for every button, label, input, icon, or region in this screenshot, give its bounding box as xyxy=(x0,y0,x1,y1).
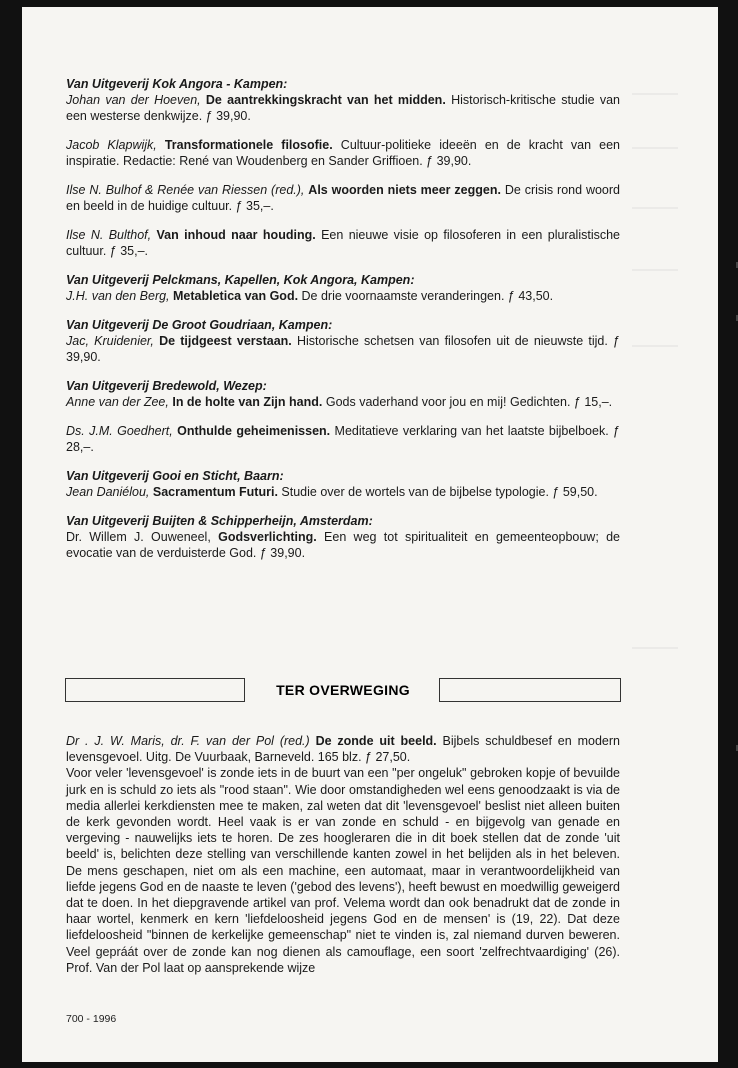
book-entry xyxy=(66,529,620,561)
book-description: Historische schetsen van filosofen uit de nieuwste tijd. ƒ 39,90. xyxy=(66,334,620,364)
publisher-heading: Van Uitgeverij Buijten & Schipperheijn, Amsterdam: xyxy=(66,514,373,528)
page-number: 700 - 1996 xyxy=(66,1013,117,1025)
publisher-heading: Van Uitgeverij De Groot Goudriaan, Kampen: xyxy=(66,318,333,332)
book-author: Jac, Kruidenier, xyxy=(66,334,154,348)
book-entry xyxy=(66,333,620,365)
book-description: Een nieuwe visie op filosoferen in een pluralistische cultuur. ƒ 35,–. xyxy=(66,228,620,258)
bleed-through-line xyxy=(632,269,678,271)
book-title: In de holte van Zijn hand. xyxy=(172,395,323,409)
book-author: Ds. J.M. Goedhert, xyxy=(66,424,173,438)
book-title: Als woorden niets meer zeggen. xyxy=(308,183,501,197)
book-author: Jean Daniélou, xyxy=(66,485,150,499)
book-title: Transformationele filosofie. xyxy=(164,138,333,152)
section-title: TER OVERWEGING xyxy=(276,682,410,698)
book-entry xyxy=(66,137,620,169)
book-description: De drie voornaamste veranderingen. ƒ 43,50. xyxy=(301,289,554,303)
book-entry xyxy=(66,227,620,259)
publisher-heading: Van Uitgeverij Bredewold, Wezep: xyxy=(66,379,267,393)
book-entry xyxy=(66,182,620,214)
book-entry xyxy=(66,288,620,304)
bleed-through-line xyxy=(632,647,678,649)
book-author: Jacob Klapwijk, xyxy=(66,138,157,152)
section-divider xyxy=(65,678,621,708)
book-author: Ilse N. Bulthof, xyxy=(66,228,152,242)
review-article xyxy=(66,733,620,976)
publisher-heading: Van Uitgeverij Gooi en Sticht, Baarn: xyxy=(66,469,284,483)
review-title: De zonde uit beeld. xyxy=(315,734,437,748)
book-description: Meditatieve verklaring van het laatste bijbelboek. ƒ 28,–. xyxy=(66,424,620,454)
book-title: De tijdgeest verstaan. xyxy=(159,334,292,348)
review-lead: Bijbels schuldbesef en modern levensgevoel. Uitg. De Vuurbaak, Barneveld. 165 blz. ƒ 27,50. xyxy=(66,734,620,765)
publisher-heading: Van Uitgeverij Pelckmans, Kapellen, Kok Angora, Kampen: xyxy=(66,273,415,287)
bleed-through-line xyxy=(632,207,678,209)
book-description: Cultuur-politieke ideeën en de kracht van een inspiratie. Redactie: René van Woudenberg en Sander Griffioen. ƒ 39,90. xyxy=(66,138,620,168)
book-author: Anne van der Zee, xyxy=(66,395,169,409)
book-title: Godsverlichting. xyxy=(218,530,317,544)
book-author: J.H. van den Berg, xyxy=(66,289,170,303)
book-listings xyxy=(66,76,620,574)
bleed-through-line xyxy=(632,93,678,95)
book-author: Dr. Willem J. Ouweneel, xyxy=(66,530,211,544)
book-author: Ilse N. Bulhof & Renée van Riessen (red.), xyxy=(66,183,305,197)
divider-box-left xyxy=(65,678,245,702)
book-description: Historisch-kritische studie van een westerse denkwijze. ƒ 39,90. xyxy=(66,93,620,123)
book-title: De aantrekkingskracht van het midden. xyxy=(205,93,446,107)
book-title: Metabletica van God. xyxy=(173,289,299,303)
book-title: Van inhoud naar houding. xyxy=(156,228,316,242)
bleed-through-line xyxy=(632,345,678,347)
divider-box-right xyxy=(439,678,621,702)
book-title: Onthulde geheimenissen. xyxy=(177,424,331,438)
book-title: Sacramentum Futuri. xyxy=(152,485,278,499)
publisher-heading: Van Uitgeverij Kok Angora - Kampen: xyxy=(66,77,288,91)
review-author: Dr . J. W. Maris, dr. F. van der Pol (red.) xyxy=(66,734,310,748)
book-description: De crisis rond woord en beeld in de huidige cultuur. ƒ 35,–. xyxy=(66,183,620,213)
bleed-through-line xyxy=(632,147,678,149)
book-author: Johan van der Hoeven, xyxy=(66,93,201,107)
review-body: Voor veler 'levensgevoel' is zonde iets in de buurt van een "per ongeluk" gebroken kopje of bevuilde jurk en is schuld zo iets als "rood staan". Wie door omstandigheden wel eens genoodzaakt is via de media allerlei kerkdiensten mee te maken, zal weten dat dit 'levensgevoel' beslist niet alleen buiten de kerk gevonden wordt. Heel vaak is er van zonde en schuld - en bijgevolg van genade en vergeving - nauwelijks iets te horen. De zes hoogleraren die in dit boek stellen dat de zonde 'uit beeld' is, belichten deze stelling van verschillende kanten zowel in het belijden als in het beleven. De mens geschapen, niet om als een machine, een automaat, maar in verantwoordelijkheid van liefde jegens God en de naaste te leven ('gebod des levens'), heeft bewust en moedwillig geweigerd dat te doen. In het diepgravende artikel van prof. Velema wordt dan ook benadrukt dat de zonde in haar wortel, kenmerk en kern 'liefdeloosheid jegens God en de mensen' is (19, 22). Dat deze liefdeloosheid "binnen de kerkelijke gemeenschap" niet te vinden is, zal niemand durven beweren. Veel gepráát over de zonde kan nog dienen als camouflage, een soort 'zelfrechtvaardiging' (26). Prof. Van der Pol laat op aansprekende wijze xyxy=(66,766,620,975)
book-entry xyxy=(66,423,620,455)
book-description: Studie over de wortels van de bijbelse typologie. ƒ 59,50. xyxy=(281,485,598,499)
book-entry xyxy=(66,394,620,410)
book-description: Gods vaderhand voor jou en mij! Gedichten. ƒ 15,–. xyxy=(325,395,613,409)
book-entry xyxy=(66,92,620,124)
book-entry xyxy=(66,484,620,500)
book-description: Een weg tot spiritualiteit en gemeenteopbouw; de evocatie van de verduisterde God. ƒ 39,90. xyxy=(66,530,620,560)
